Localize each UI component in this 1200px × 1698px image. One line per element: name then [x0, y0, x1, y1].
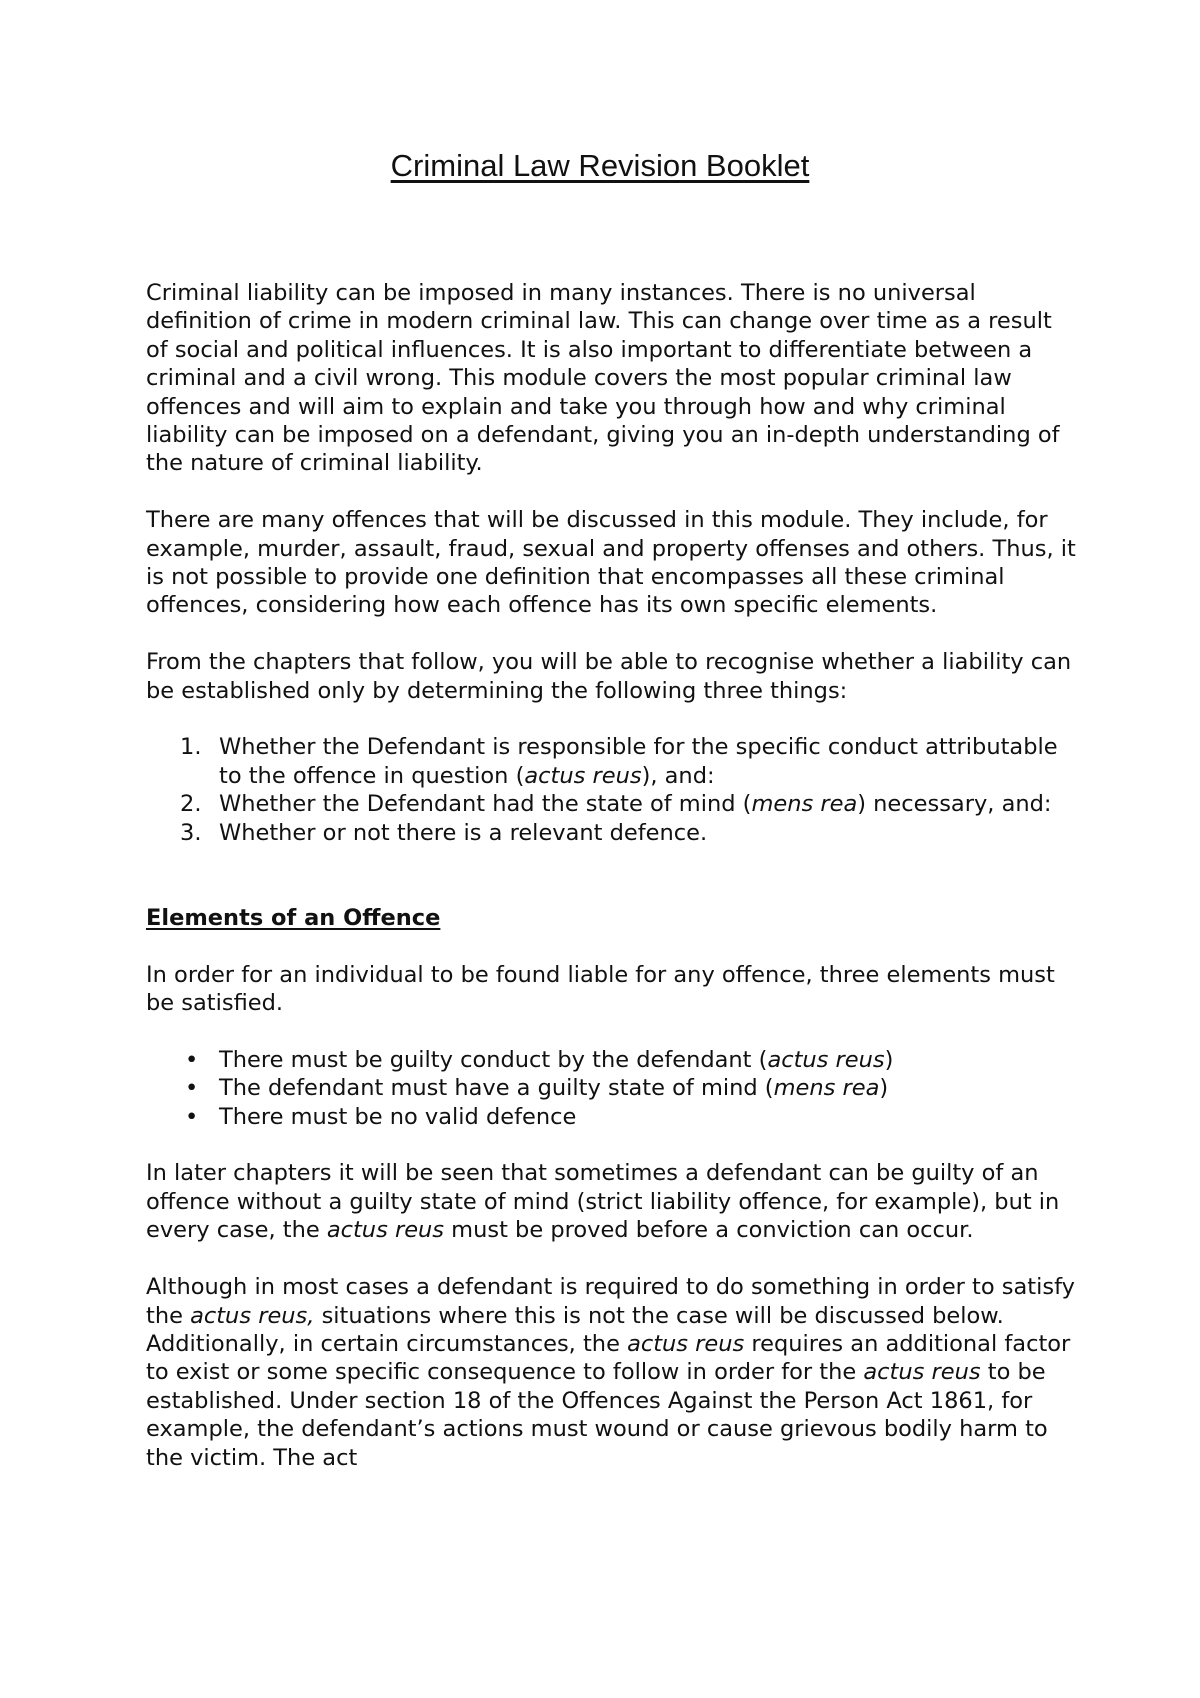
list-item-text: Whether the Defendant had the state of mind (: [219, 791, 752, 818]
document-title: Criminal Law Revision Booklet: [390, 148, 810, 183]
document-body: [146, 279, 1076, 1472]
list-number: 2.: [180, 791, 202, 818]
list-number: 3.: [180, 819, 202, 846]
bullet-icon: •: [185, 1046, 199, 1073]
section-paragraph-1: In order for an individual to be found liable for any offence, three elements must be satisfied.: [146, 961, 1055, 1017]
elements-bullet-list: [146, 1046, 1076, 1131]
bullet-icon: •: [185, 1075, 199, 1102]
list-item-text: ) necessary, and:: [857, 791, 1052, 818]
paragraph-text: requires an additional factor to exist or some specific consequence to follow in order for the: [146, 1330, 1071, 1386]
section-paragraph-3: [146, 1273, 1076, 1472]
paragraph-text: to be established. Under section 18 of the Offences Against the Person Act 1861, for example, the defendant’s actions must wound or cause grievous bodily harm to the victim. The act: [146, 1359, 1048, 1471]
bullet-text: ): [879, 1075, 889, 1102]
list-item: [180, 790, 1076, 818]
paragraph-text: situations where this is not the case will be discussed below. Additionally, in certain circumstances, the: [146, 1302, 1004, 1357]
paragraph-text: Although in most cases a defendant is required to do something in order to satisfy the: [146, 1274, 1075, 1329]
bullet-item: [185, 1103, 1076, 1131]
bullet-text: There must be no valid defence: [219, 1103, 577, 1130]
latin-term: actus reus: [767, 1046, 885, 1073]
intro-paragraph-1: Criminal liability can be imposed in many instances. There is no universal definition of crime in modern criminal law. This can change over time as a result of social and political influences. It is also important to differentiate between a criminal and a civil wrong. This module covers the most popular criminal law offences and will aim to explain and take you through how and why criminal liability can be imposed on a defendant, giving you an in-depth understanding of the nature of criminal liability.: [146, 280, 1060, 477]
bullet-icon: •: [185, 1103, 199, 1130]
bullet-item: [185, 1046, 1076, 1074]
bullet-text: There must be guilty conduct by the defendant (: [219, 1046, 768, 1073]
three-things-list: [146, 733, 1076, 847]
paragraph-text: must be proved before a conviction can occur.: [444, 1217, 974, 1244]
intro-paragraph-3: From the chapters that follow, you will be able to recognise whether a liability can be established only by determining the following three things:: [146, 649, 1072, 704]
latin-term: actus reus: [524, 762, 642, 789]
section-heading: Elements of an Offence: [146, 904, 441, 931]
list-item-text: ), and:: [641, 762, 715, 789]
bullet-item: [185, 1074, 1076, 1102]
list-number: 1.: [180, 734, 202, 761]
latin-term: actus reus: [627, 1330, 745, 1357]
latin-term: mens rea: [751, 791, 858, 818]
list-item: [180, 733, 1076, 790]
list-item: [180, 819, 1076, 847]
intro-paragraph-2: There are many offences that will be discussed in this module. They include, for example, murder, assault, fraud, sexual and property offenses and others. Thus, it is not possible to provide one definition that encompasses all these criminal offences, considering how each offence has its own specific elements.: [146, 507, 1076, 619]
latin-term: actus reus,: [190, 1302, 315, 1329]
list-item-text: Whether the Defendant is responsible for the specific conduct attributable to the offence in question (: [219, 734, 1058, 789]
paragraph-text: In later chapters it will be seen that sometimes a defendant can be guilty of an offence without a guilty state of mind (strict liability offence, for example), but in every case, the: [146, 1160, 1060, 1244]
latin-term: actus reus: [326, 1217, 445, 1244]
list-item-text: Whether or not there is a relevant defence.: [219, 819, 708, 846]
bullet-text: The defendant must have a guilty state of mind (: [219, 1075, 774, 1102]
latin-term: actus reus: [863, 1359, 981, 1386]
latin-term: mens rea: [773, 1075, 880, 1102]
bullet-text: ): [884, 1046, 894, 1073]
section-paragraph-2: [146, 1159, 1076, 1244]
